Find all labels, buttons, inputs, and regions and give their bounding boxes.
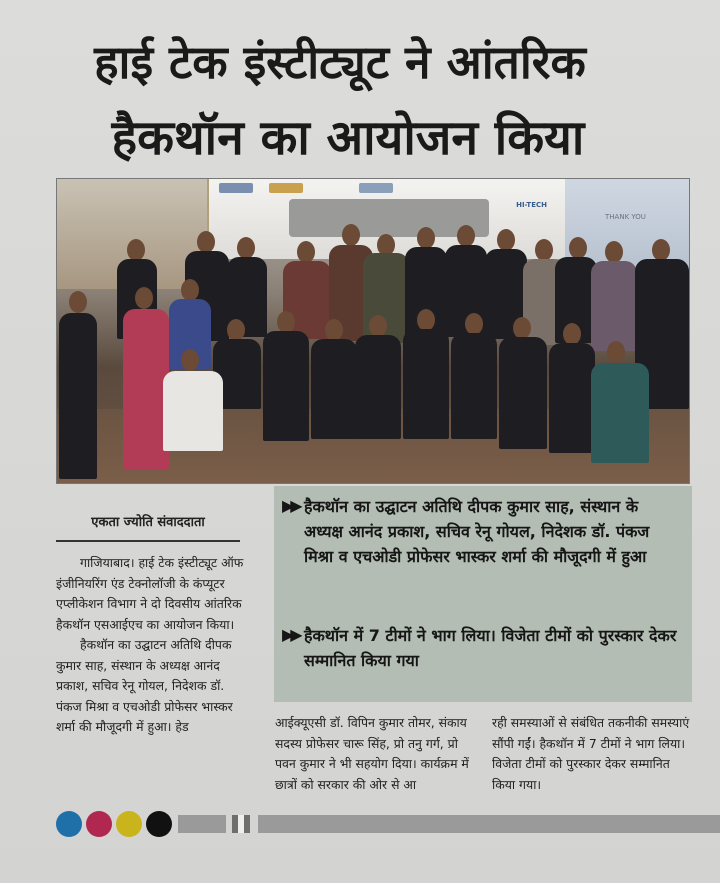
banner-logo-icon (269, 183, 303, 193)
banner-logo-icon (359, 183, 393, 193)
print-calibration-grid (232, 815, 250, 833)
black-registration-dot (146, 811, 172, 837)
article-column-3: रही समस्याओं से संबंधित तकनीकी समस्याएं सौंपी गईं। हैकथॉन में 7 टीमों ने भाग लिया। विजेता टीमों को पुरस्कार देकर सम्मानित किया गया। (492, 715, 690, 792)
arrow-bullet-icon: ▶▶ (282, 496, 299, 515)
article-paragraph: गाजियाबाद। हाई टेक इंस्टीट्यूट ऑफ इंजीनियरिंग एंड टेक्नोलॉजी के कंप्यूटर एप्लीकेशन विभाग ने दो दिवसीय आंतरिक हैकथॉन एसआईएच का आयोजन किया। (56, 555, 244, 632)
byline: एकता ज्योति संवाददाता (91, 515, 205, 530)
group-photo (56, 178, 690, 484)
article-column-2: आईक्यूएसी डॉ. विपिन कुमार तोमर, संकाय सदस्य प्रोफेसर चारू सिंह, प्रो तनु गर्ग, प्रो पवन कुमार ने भी सहयोग दिया। कार्यक्रम में छात्रों को सरकार की ओर से आ (275, 715, 469, 792)
headline-line-1: हाई टेक इंस्टीट्यूट ने आंतरिक (94, 35, 586, 89)
highlight-item: हैकथॉन का उद्घाटन अतिथि दीपक कुमार साह, संस्थान के अध्यक्ष आनंद प्रकाश, सचिव रेनू गोयल, निदेशक डॉ. पंकज मिश्रा व एचओडी प्रोफेसर भास्कर शर्मा की मौजूदगी में हुआ (304, 497, 650, 566)
thank-you-text: THANK YOU (605, 213, 646, 221)
arrow-bullet-icon: ▶▶ (282, 625, 299, 644)
banner-logo-icon (219, 183, 253, 193)
cyan-registration-dot (56, 811, 82, 837)
highlight-item: हैकथॉन में 7 टीमों ने भाग लिया। विजेता टीमों को पुरस्कार देकर सम्मानित किया गया (304, 626, 677, 670)
print-grey-bar (178, 815, 226, 833)
article-paragraph: हैकथॉन का उद्घाटन अतिथि दीपक कुमार साह, संस्थान के अध्यक्ष आनंद प्रकाश, सचिव रेनू गोयल, निदेशक डॉ. पंकज मिश्रा व एचओडी प्रोफेसर भास्कर शर्मा की मौजूदगी में हुआ। हेड (56, 637, 233, 734)
article-column-1 (56, 553, 246, 738)
print-grey-bar (258, 815, 720, 833)
magenta-registration-dot (86, 811, 112, 837)
banner-tag: HI-TECH (516, 201, 547, 209)
byline-rule (56, 540, 240, 542)
headline-line-2: हैकथॉन का आयोजन किया (111, 110, 585, 166)
yellow-registration-dot (116, 811, 142, 837)
highlight-box (274, 486, 692, 702)
